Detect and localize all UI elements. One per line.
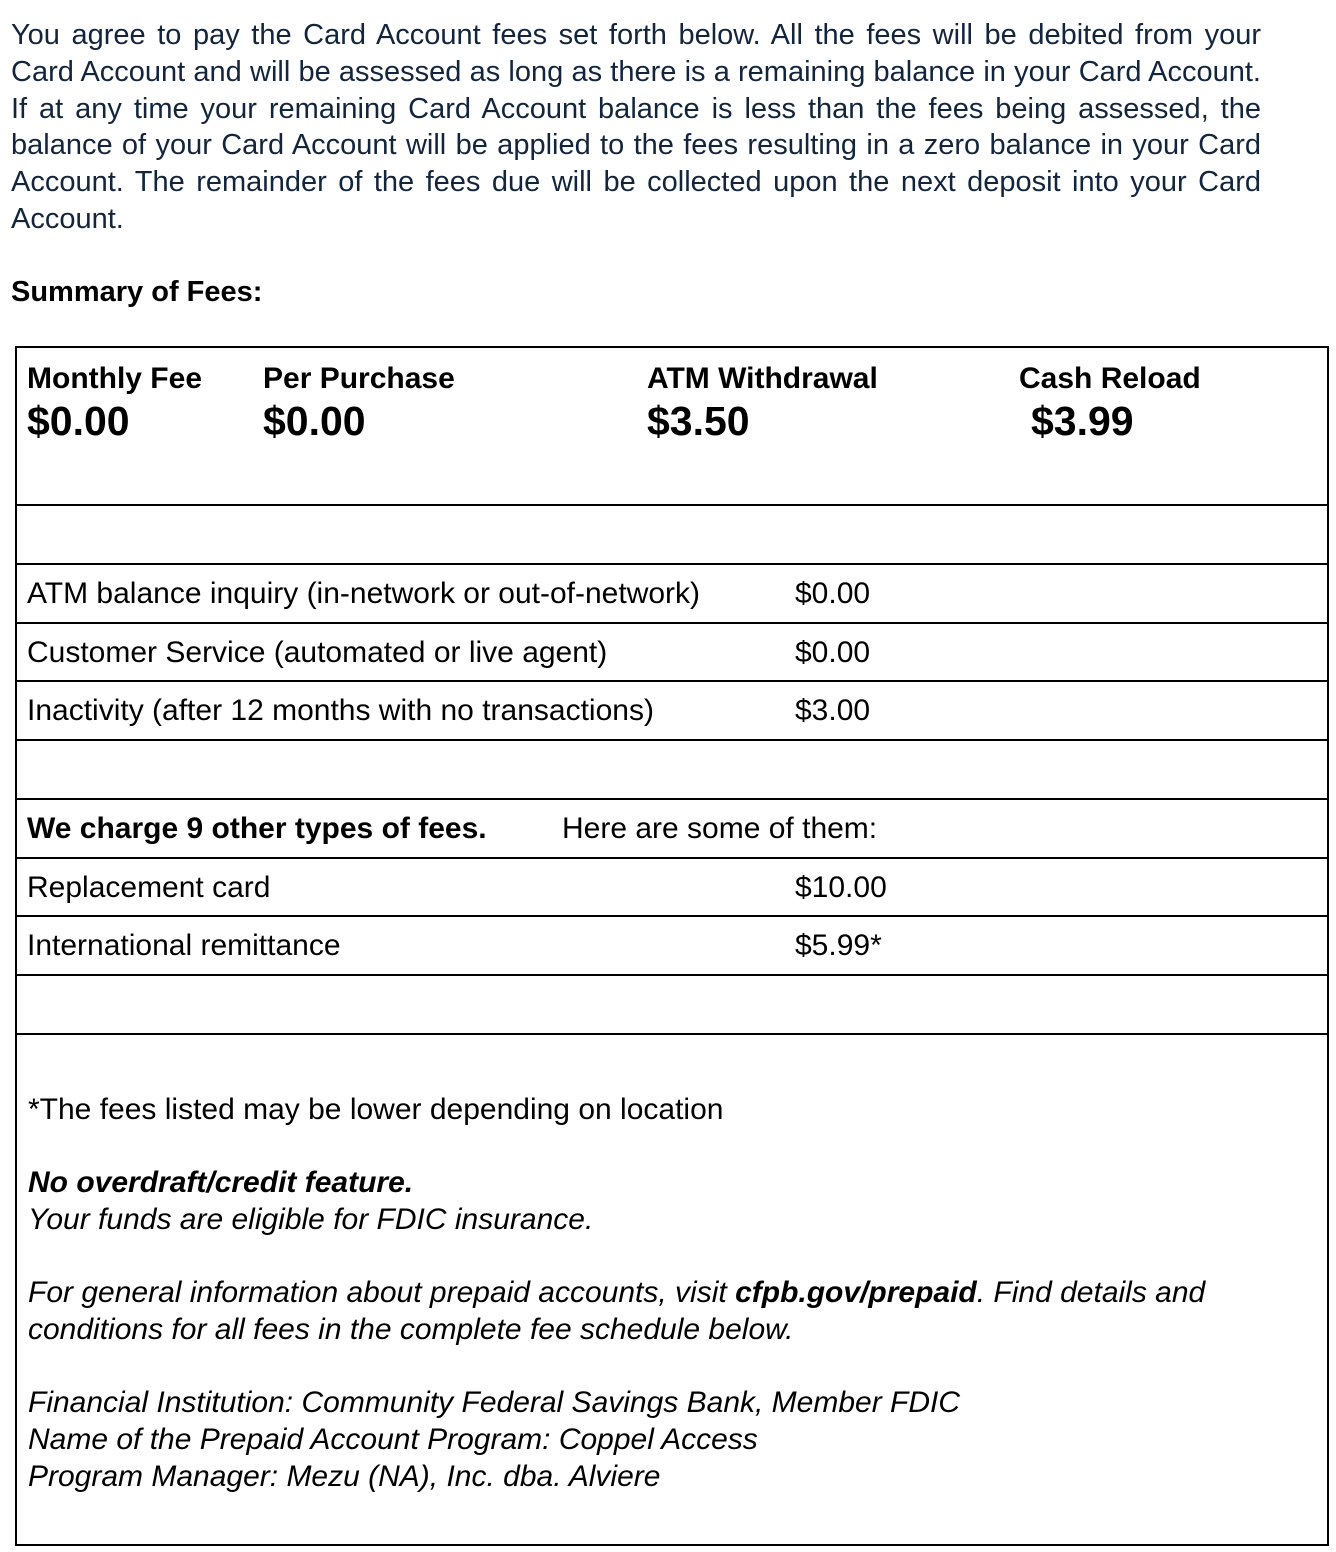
fee-row-value: $3.00 xyxy=(795,694,871,727)
other-fee-value: $5.99* xyxy=(795,929,882,962)
other-fee-row xyxy=(17,917,1327,976)
general-info-line xyxy=(28,1274,1205,1311)
monthly-fee-label: Monthly Fee xyxy=(27,362,203,395)
general-info-suffix: . Find details and xyxy=(976,1276,1206,1309)
headline-fees-row xyxy=(17,348,1327,506)
empty-row xyxy=(17,506,1327,565)
general-info-prefix: For general information about prepaid accounts, visit xyxy=(28,1276,736,1309)
fee-row xyxy=(17,682,1327,741)
fee-row xyxy=(17,624,1327,682)
fee-row-label: ATM balance inquiry (in-network or out-of-network) xyxy=(27,577,701,610)
fee-row-value: $0.00 xyxy=(795,636,871,669)
other-fee-label: International remittance xyxy=(27,929,341,962)
other-fee-value: $10.00 xyxy=(795,871,887,904)
monthly-fee-value: $0.00 xyxy=(27,398,130,444)
cfpb-link[interactable]: cfpb.gov/prepaid xyxy=(735,1276,977,1309)
fee-row-label: Inactivity (after 12 months with no transactions) xyxy=(27,694,654,727)
fee-summary-box xyxy=(15,346,1329,1546)
per-purchase-label: Per Purchase xyxy=(263,362,455,395)
program-name-line: Name of the Prepaid Account Program: Coppel Access xyxy=(28,1423,758,1456)
fee-row-value: $0.00 xyxy=(795,577,871,610)
other-fee-label: Replacement card xyxy=(27,871,271,904)
other-fees-trail: Here are some of them: xyxy=(562,812,878,845)
general-info-line-2: conditions for all fees in the complete fee schedule below. xyxy=(28,1313,794,1346)
other-fees-lead: We charge 9 other types of fees. xyxy=(27,812,487,845)
cash-reload-value: $3.99 xyxy=(1031,398,1134,444)
fee-row-label: Customer Service (automated or live agent) xyxy=(27,636,608,669)
atm-withdrawal-label: ATM Withdrawal xyxy=(647,362,878,395)
footer-note: *The fees listed may be lower depending on location xyxy=(28,1093,724,1126)
other-fee-row xyxy=(17,859,1327,917)
cash-reload-label: Cash Reload xyxy=(1019,362,1201,395)
atm-withdrawal-value: $3.50 xyxy=(647,398,750,444)
intro-paragraph: You agree to pay the Card Account fees set forth below. All the fees will be debited from your Card Account and will be assessed as long as there is a remaining balance in your Card Account. If at any time your remaining Card Account balance is less than the fees being assessed, the balance of your Card Account will be applied to the fees resulting in a zero balance in your Card Account. The remainder of the fees due will be collected upon the next deposit into your Card Account. xyxy=(11,19,1261,235)
financial-institution-line: Financial Institution: Community Federal Savings Bank, Member FDIC xyxy=(28,1386,961,1419)
per-purchase-value: $0.00 xyxy=(263,398,366,444)
fdic-line: Your funds are eligible for FDIC insurance. xyxy=(28,1203,594,1236)
program-manager-line: Program Manager: Mezu (NA), Inc. dba. Alviere xyxy=(28,1460,661,1493)
fee-row xyxy=(17,565,1327,624)
no-overdraft-line: No overdraft/credit feature. xyxy=(28,1166,414,1199)
summary-heading: Summary of Fees: xyxy=(11,276,263,308)
other-fees-heading-row xyxy=(17,800,1327,859)
empty-row xyxy=(17,976,1327,1035)
empty-row xyxy=(17,741,1327,800)
